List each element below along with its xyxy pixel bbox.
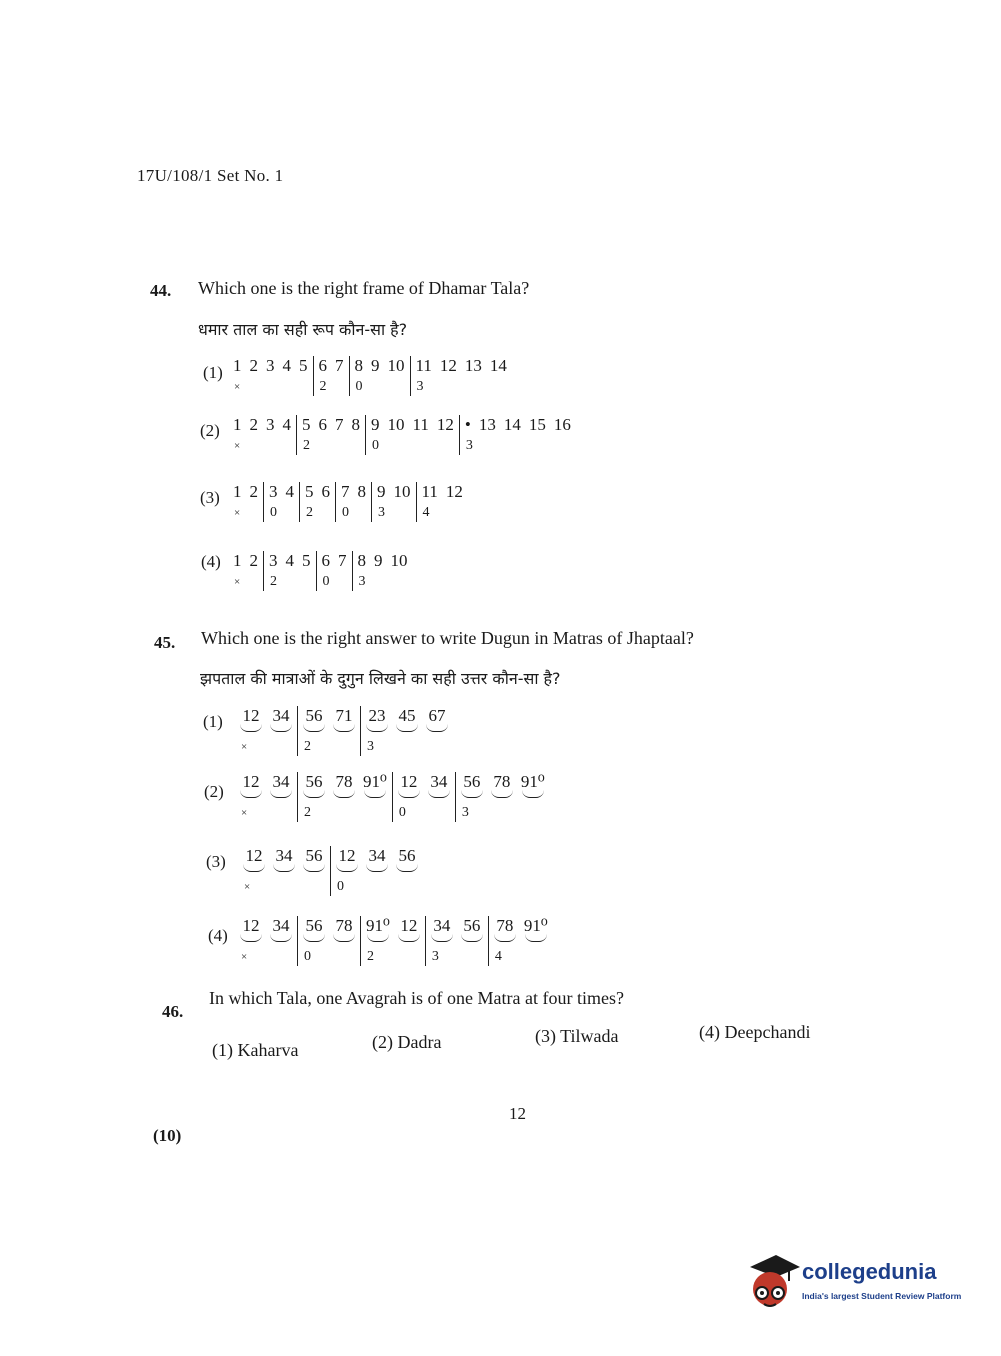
tala-marker: 2 [304,739,311,754]
mascot-icon [746,1253,800,1313]
dugun-arc [273,864,295,872]
dugun-arc [270,934,292,942]
tala-section [365,415,459,455]
matra-beat: 7 [338,551,347,570]
dugun-arc [303,864,325,872]
matra-beat: 9 [374,551,383,570]
tala-marker: 2 [319,379,327,394]
tala-section [392,772,455,822]
dugun-beat: 56 [303,846,325,878]
dugun-beat: 78 [494,916,516,948]
dugun-beat: 12 [398,916,420,948]
dugun-beat: 12 [336,846,358,878]
tala-marker: 0 [270,505,277,520]
dugun-arc [461,790,483,798]
tala-section [349,356,410,396]
matra-beat: 11 [412,415,429,434]
tala-marker: 0 [322,574,330,589]
dugun-arc [364,790,386,798]
dugun-beat: 45 [396,706,418,738]
dugun-arc [366,724,388,732]
matra-beat: 7 [341,482,350,501]
dugun-beat: 12 [240,772,262,804]
q45-opt2-notation [235,772,550,822]
matra-beat: 8 [354,356,363,375]
tala-marker: 4 [494,949,502,964]
tala-marker: 2 [306,505,313,520]
dugun-beat: 91⁰ [524,916,548,948]
tala-section [228,482,263,522]
dugun-beat: 56 [461,916,483,948]
tala-section [263,551,316,591]
q45-opt2-label: (2) [204,782,224,801]
logo-tagline: India's largest Student Review Platform [802,1291,962,1301]
dugun-arc [240,790,262,798]
dugun-arc [270,724,292,732]
dugun-arc [333,790,355,798]
tala-section [235,772,297,822]
bottom-code: (10) [153,1126,182,1145]
q44-text: Which one is the right frame of Dhamar Tala? [198,278,530,298]
tala-section [299,482,335,522]
tala-marker: × [241,807,248,819]
matra-beat: 14 [489,356,507,375]
dugun-beat: 12 [243,846,265,878]
matra-beat: 12 [445,482,463,501]
dugun-arc [336,864,358,872]
matra-beat: 3 [269,551,278,570]
dugun-arc [431,934,453,942]
matra-beat: 1 [233,482,242,501]
dugun-beat: 78 [333,772,355,804]
tala-section [235,706,297,756]
dugun-beat: 91⁰ [363,772,387,804]
dugun-arc [270,790,292,798]
tala-section [228,415,296,455]
dugun-arc [461,934,483,942]
matra-beat: 9 [377,482,386,501]
matra-beat: 8 [351,415,360,434]
tala-section [416,482,468,522]
matra-beat: 4 [285,482,294,501]
tala-marker: 3 [465,438,473,453]
matra-beat: 8 [357,482,366,501]
tala-section [360,706,453,756]
collegedunia-logo [746,1253,971,1313]
tala-marker: 2 [303,438,310,453]
q44-opt2-notation [228,415,576,455]
matra-beat: 8 [357,551,366,570]
dugun-arc [243,864,265,872]
tala-section [410,356,512,396]
tala-marker: 0 [372,438,379,453]
matra-beat: 11 [421,482,438,501]
tala-section [228,356,313,396]
matra-beat: 5 [302,551,311,570]
tala-marker: × [234,440,241,452]
matra-beat: 5 [302,415,311,434]
matra-beat: 16 [553,415,571,434]
q45-number: 45. [154,633,176,652]
q44-opt4-notation [228,551,413,591]
matra-beat: 14 [503,415,521,434]
dugun-beat: 12 [240,706,262,738]
dugun-beat: 23 [366,706,388,738]
q45-opt3-notation [238,846,423,896]
dugun-beat: 34 [428,772,450,804]
matra-beat: 1 [233,551,242,570]
q44-opt3-notation [228,482,468,522]
matra-beat: 13 [464,356,482,375]
dugun-beat: 56 [303,772,325,804]
tala-marker: 4 [422,505,430,520]
dugun-arc [525,934,547,942]
tala-marker: 0 [342,505,349,520]
matra-beat: 7 [335,356,344,375]
dugun-beat: 34 [270,916,292,948]
dugun-arc [303,790,325,798]
tala-marker: × [234,576,241,588]
matra-beat: 5 [299,356,308,375]
tala-section [263,482,299,522]
dugun-beat: 56 [303,916,325,948]
q45-opt1-label: (1) [203,712,223,731]
matra-beat: 2 [249,356,258,375]
matra-beat: 13 [478,415,496,434]
matra-beat: • [464,415,471,434]
q44-opt3-label: (3) [200,488,220,507]
dugun-arc [396,724,418,732]
matra-beat: 9 [371,415,380,434]
q46-option-4: (4) Deepchandi [699,1022,811,1042]
tala-marker: 3 [461,805,469,820]
dugun-arc [303,934,325,942]
paper-code: 17U/108/1 Set No. 1 [137,166,284,185]
dugun-beat: 78 [333,916,355,948]
matra-beat: 7 [335,415,344,434]
dugun-arc [240,934,262,942]
tala-marker: × [234,381,241,393]
dugun-beat: 78 [491,772,513,804]
dugun-arc [426,724,448,732]
matra-beat: 15 [528,415,546,434]
matra-beat: 3 [266,415,275,434]
tala-marker: 3 [367,739,374,754]
matra-beat: 12 [439,356,457,375]
matra-beat: 12 [436,415,454,434]
dugun-beat: 34 [270,706,292,738]
q44-number: 44. [150,281,172,300]
tala-marker: × [244,881,251,893]
matra-beat: 10 [393,482,411,501]
dugun-arc [398,790,420,798]
dugun-beat: 56 [461,772,483,804]
tala-section [335,482,371,522]
tala-section [296,415,365,455]
dugun-beat: 34 [270,772,292,804]
tala-section [352,551,413,591]
dugun-beat: 34 [273,846,295,878]
tala-section [238,846,330,896]
dugun-beat: 34 [431,916,453,948]
tala-marker: 2 [270,574,277,589]
tala-section [297,916,360,966]
dugun-beat: 56 [303,706,325,738]
q44-hindi: धमार ताल का सही रूप कौन-सा है? [198,320,408,339]
matra-beat: 10 [387,356,405,375]
q46-option-1: (1) Kaharva [212,1040,299,1060]
tala-marker: 0 [355,379,363,394]
q45-opt4-label: (4) [208,926,228,945]
dugun-beat: 71 [333,706,355,738]
matra-beat: 6 [318,415,327,434]
dugun-arc [396,864,418,872]
tala-marker: × [241,951,248,963]
tala-section [488,916,553,966]
dugun-arc [398,934,420,942]
tala-marker: 2 [304,805,311,820]
dugun-beat: 67 [426,706,448,738]
tala-marker: × [234,507,241,519]
matra-beat: 10 [390,551,408,570]
tala-marker: 3 [378,505,385,520]
tala-section [459,415,576,455]
matra-beat: 4 [285,551,294,570]
matra-beat: 6 [321,551,330,570]
q46-option-2: (2) Dadra [372,1032,442,1052]
dugun-beat: 91⁰ [521,772,545,804]
dugun-beat: 91⁰ [366,916,390,948]
matra-beat: 4 [282,356,291,375]
dugun-arc [522,790,544,798]
dugun-arc [303,724,325,732]
dugun-arc [333,724,355,732]
matra-beat: 3 [266,356,275,375]
tala-section [425,916,488,966]
q45-opt1-notation [235,706,453,756]
tala-section [371,482,416,522]
tala-marker: 0 [337,879,344,894]
dugun-arc [491,790,513,798]
tala-marker: 0 [304,949,311,964]
dugun-arc [494,934,516,942]
tala-section [297,706,360,756]
tala-marker: 0 [398,805,406,820]
matra-beat: 4 [282,415,291,434]
tala-marker: 3 [416,379,424,394]
q44-opt4-label: (4) [201,552,221,571]
tala-section [297,772,392,822]
tala-section [235,916,297,966]
q44-opt2-label: (2) [200,421,220,440]
tala-marker: 2 [367,949,374,964]
matra-beat: 1 [233,415,242,434]
tala-section [330,846,423,896]
matra-beat: 3 [269,482,278,501]
matra-beat: 5 [305,482,314,501]
logo-brand: collegedunia [802,1259,937,1284]
q45-opt4-notation [235,916,553,966]
tala-section [455,772,550,822]
matra-beat: 1 [233,356,242,375]
dugun-arc [333,934,355,942]
q46-option-3: (3) Tilwada [535,1026,619,1046]
page-number: 12 [509,1104,526,1123]
matra-beat: 2 [249,415,258,434]
dugun-beat: 12 [398,772,420,804]
dugun-beat: 12 [240,916,262,948]
tala-section [313,356,349,396]
dugun-arc [367,934,389,942]
dugun-arc [428,790,450,798]
q46-number: 46. [162,1002,184,1021]
q45-hindi: झपताल की मात्राओं के दुगुन लिखने का सही उत्तर कौन-सा है? [200,669,561,688]
dugun-arc [366,864,388,872]
q45-text: Which one is the right answer to write Dugun in Matras of Jhaptaal? [201,628,694,648]
matra-beat: 9 [371,356,380,375]
dugun-beat: 34 [366,846,388,878]
dugun-arc [240,724,262,732]
tala-section [316,551,352,591]
q46-text: In which Tala, one Avagrah is of one Matra at four times? [209,988,624,1008]
matra-beat: 2 [249,482,258,501]
matra-beat: 6 [318,356,327,375]
tala-marker: 3 [431,949,439,964]
tala-marker: 3 [358,574,366,589]
matra-beat: 2 [249,551,258,570]
tala-section [228,551,263,591]
matra-beat: 6 [321,482,330,501]
matra-beat: 11 [415,356,432,375]
q45-opt3-label: (3) [206,852,226,871]
tala-marker: × [241,741,248,753]
dugun-beat: 56 [396,846,418,878]
q44-opt1-label: (1) [203,363,223,382]
tala-section [360,916,425,966]
q44-opt1-notation [228,356,512,396]
matra-beat: 10 [387,415,405,434]
